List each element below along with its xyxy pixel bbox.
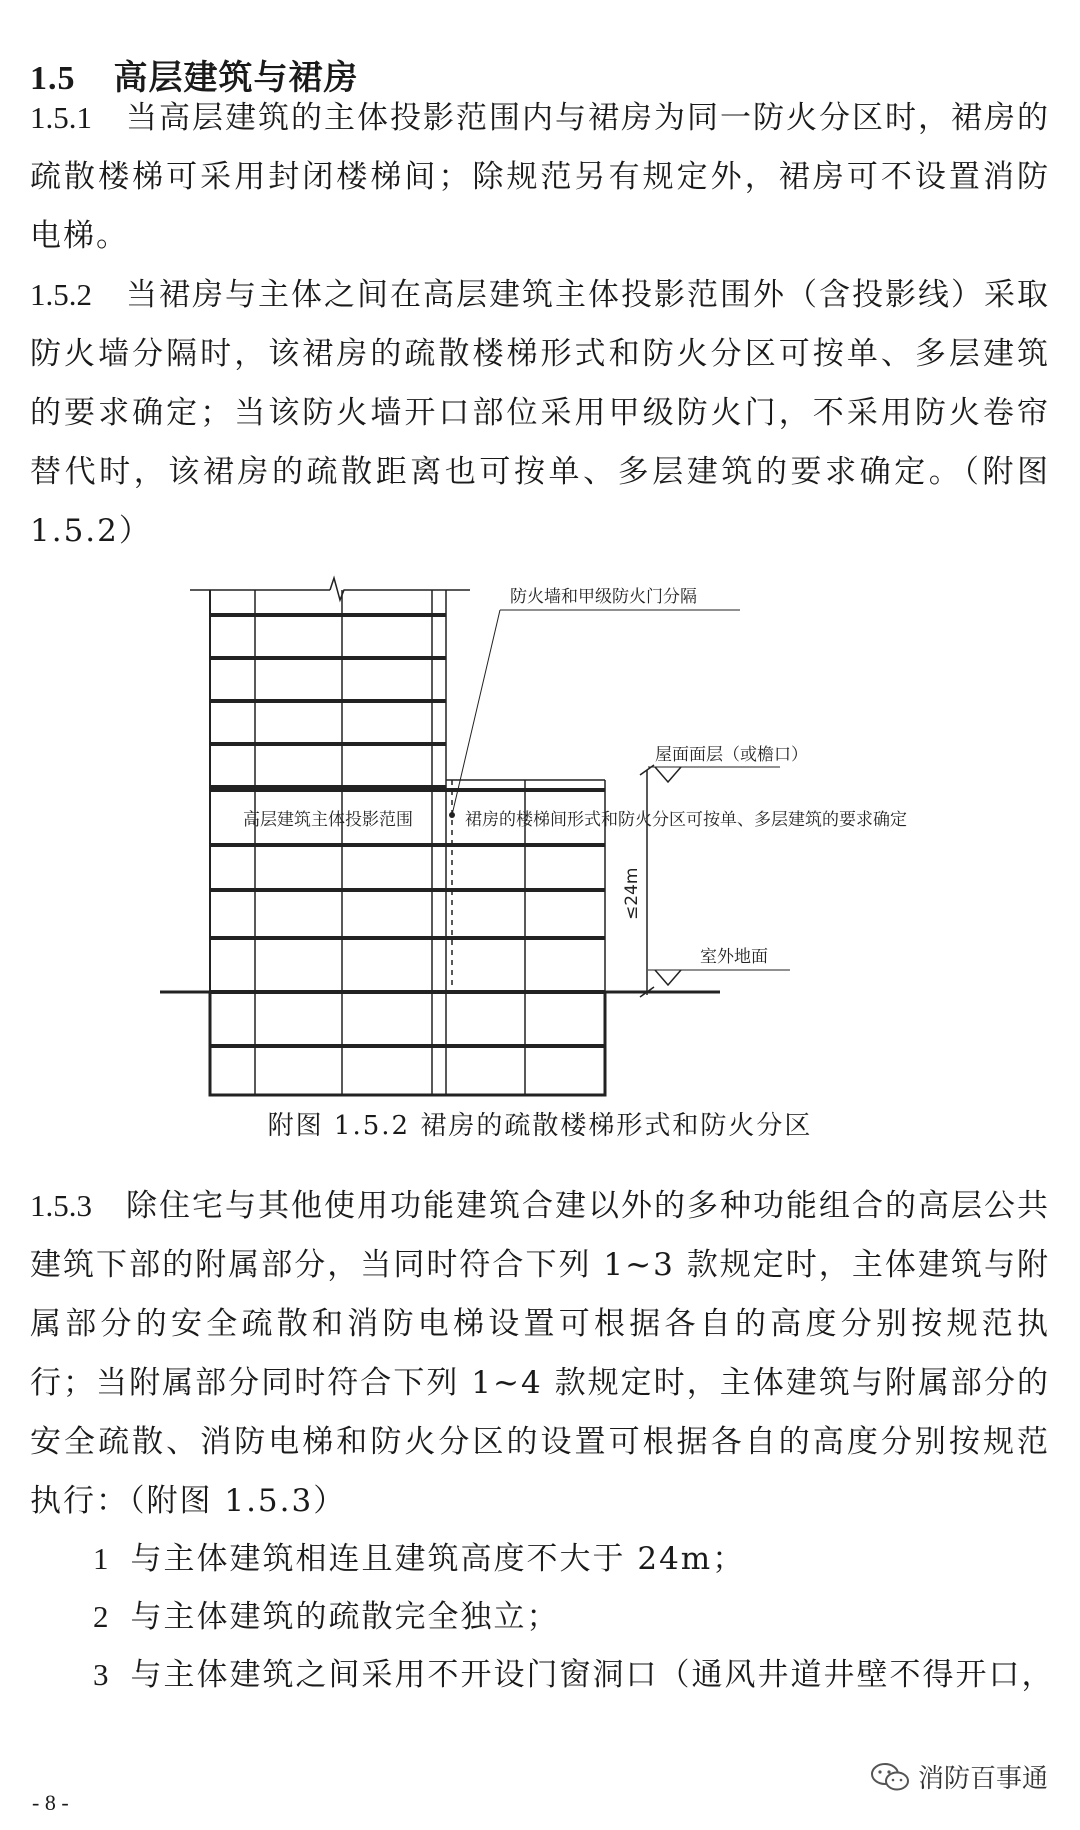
section-title-text: 高层建筑与裙房 [113, 58, 359, 98]
roof-level-marker [655, 767, 681, 782]
basement-outline [210, 992, 605, 1095]
label-height: ≤24m [622, 867, 642, 920]
watermark [870, 1758, 1048, 1795]
label-podium: 裙房的楼梯间形式和防火分区可按单、多层建筑的要求确定 [465, 810, 907, 830]
label-ground: 室外地面 [700, 947, 768, 967]
leader-dot [449, 812, 455, 818]
list-item [93, 1588, 1073, 1646]
paragraph-1-5-1 [30, 88, 1050, 266]
paragraph-number: 1.5.3 [30, 1188, 92, 1223]
list-item-text: 与主体建筑的疏散完全独立； [130, 1599, 560, 1635]
list-item [93, 1646, 1073, 1704]
label-firewall: 防火墙和甲级防火门分隔 [510, 587, 697, 607]
page-number: - 8 - [32, 1790, 69, 1815]
paragraph-text: 当裙房与主体之间在高层建筑主体投影范围外（含投影线）采取防火墙分隔时，该裙房的疏散楼梯形式和防火分区可按单、多层建筑的要求确定；当该防火墙开口部位采用甲级防火门，不采用防火卷帘替代时，该裙房的疏散距离也可按单、多层建筑的要求确定。（附图 1.5.2） [30, 277, 1050, 549]
wechat-icon [870, 1762, 910, 1792]
paragraph-number: 1.5.2 [30, 277, 92, 312]
paragraph-text: 除住宅与其他使用功能建筑合建以外的多种功能组合的高层公共建筑下部的附属部分，当同时符合下列 1~3 款规定时，主体建筑与附属部分的安全疏散和消防电梯设置可根据各自的高度分别按规范执行；当附属部分同时符合下列 1~4 款规定时，主体建筑与附属部分的安全疏散、消防电梯和防火分区的设置可根据各自的高度分别按规范执行：（附图 1.5.3） [30, 1188, 1050, 1519]
list-item [93, 1530, 1073, 1588]
list-item-number: 2 [93, 1599, 111, 1634]
paragraph-1-5-3 [30, 1176, 1050, 1531]
paragraph-text: 当高层建筑的主体投影范围内与裙房为同一防火分区时，裙房的疏散楼梯可采用封闭楼梯间；除规范另有规定外，裙房可不设置消防电梯。 [30, 100, 1050, 254]
section-number: 1.5 [30, 60, 76, 97]
leader-line [452, 610, 500, 815]
watermark-text: 消防百事通 [918, 1764, 1049, 1794]
list-item-number: 3 [93, 1657, 111, 1692]
figure-caption: 附图 1.5.2 裙房的疏散楼梯形式和防火分区 [267, 1111, 813, 1141]
tower-floor-slabs [210, 615, 446, 787]
list-item-text: 与主体建筑之间采用不开设门窗洞口（通风井道井壁不得开口， [130, 1657, 1055, 1693]
list-item-number: 1 [93, 1541, 111, 1576]
label-roof: 屋面面层（或檐口） [655, 745, 808, 765]
figure-1-5-2-diagram [0, 570, 1080, 1170]
ground-level-marker [655, 970, 681, 985]
label-tower-projection: 高层建筑主体投影范围 [243, 810, 413, 830]
paragraph-number: 1.5.1 [30, 100, 92, 135]
list-item-text: 与主体建筑相连且建筑高度不大于 24m； [130, 1541, 746, 1577]
break-symbol [330, 578, 470, 600]
paragraph-1-5-2 [30, 265, 1050, 561]
